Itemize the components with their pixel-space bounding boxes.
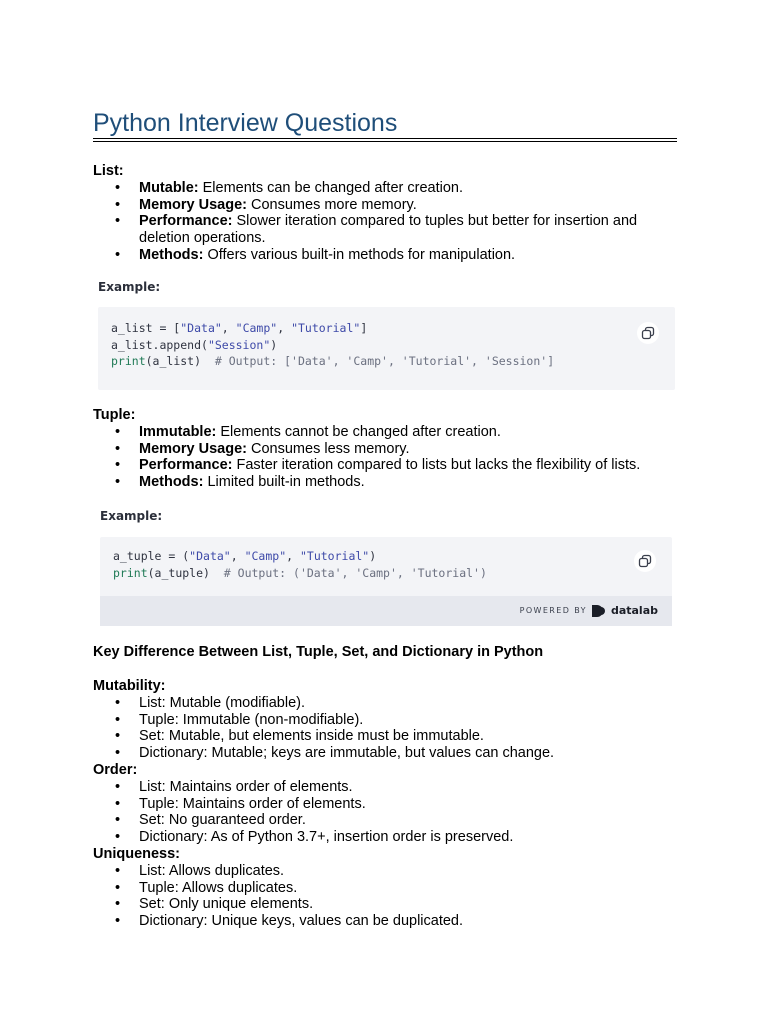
section-title: Key Difference Between List, Tuple, Set, and Dictionary in Python bbox=[93, 644, 544, 660]
item-text: Elements can be changed after creation. bbox=[198, 179, 463, 196]
title-rule-bottom bbox=[93, 141, 677, 142]
brand-name: datalab bbox=[610, 604, 658, 617]
list-heading: List: bbox=[93, 163, 124, 179]
item-label: Memory Usage: bbox=[139, 440, 247, 457]
copy-icon[interactable] bbox=[634, 550, 656, 572]
list-item: • Set: No guaranteed order. bbox=[93, 812, 683, 829]
list-item: • Tuple: Maintains order of elements. bbox=[93, 796, 683, 813]
datalab-logo-icon bbox=[592, 605, 606, 617]
list-item: • Tuple: Immutable (non-modifiable). bbox=[93, 712, 683, 729]
tuple-code: a_tuple = ("Data", "Camp", "Tutorial") print(a_tuple) # Output: ('Data', 'Camp', 'Tutorial') bbox=[113, 549, 487, 580]
item-text: Consumes less memory. bbox=[246, 440, 410, 457]
item-label: Memory Usage: bbox=[139, 196, 247, 213]
uniqueness-heading: Uniqueness: bbox=[93, 845, 181, 862]
tuple-code-block bbox=[100, 537, 672, 626]
item-label: Performance: bbox=[139, 457, 233, 474]
list-code-block bbox=[98, 307, 675, 390]
list-item bbox=[93, 213, 683, 247]
list-example-label: Example: bbox=[98, 280, 161, 294]
copy-icon[interactable] bbox=[637, 322, 659, 344]
item-label: Methods: bbox=[139, 246, 204, 263]
list-section bbox=[93, 163, 683, 264]
item-text: Limited built-in methods. bbox=[203, 474, 365, 491]
list-item bbox=[93, 474, 683, 491]
list-item: • Set: Mutable, but elements inside must be immutable. bbox=[93, 728, 683, 745]
tuple-properties bbox=[93, 424, 683, 491]
item-text: Slower iteration compared to tuples but better for insertion and deletion operations. bbox=[139, 213, 638, 247]
order-list bbox=[93, 779, 683, 846]
item-text: Faster iteration compared to lists but lacks the flexibility of lists. bbox=[232, 457, 641, 474]
list-item bbox=[93, 441, 683, 458]
mutability-list bbox=[93, 695, 683, 762]
list-item: • Tuple: Allows duplicates. bbox=[93, 880, 683, 897]
powered-by-text: POWERED BY bbox=[519, 606, 587, 615]
uniqueness-list bbox=[93, 863, 683, 930]
list-item bbox=[93, 180, 683, 197]
tuple-example-label: Example: bbox=[100, 509, 163, 523]
list-item: • List: Mutable (modifiable). bbox=[93, 695, 683, 712]
item-label: Methods: bbox=[139, 474, 204, 491]
list-item bbox=[93, 247, 683, 264]
order-heading: Order: bbox=[93, 761, 138, 778]
tuple-heading: Tuple: bbox=[93, 407, 136, 423]
list-item bbox=[93, 457, 683, 474]
list-item: • Set: Only unique elements. bbox=[93, 896, 683, 913]
mutability-heading: Mutability: bbox=[93, 678, 166, 694]
list-item: • Dictionary: Mutable; keys are immutable, but values can change. bbox=[93, 745, 683, 762]
powered-by-band bbox=[100, 596, 672, 626]
powered-by bbox=[520, 604, 658, 617]
list-properties bbox=[93, 180, 683, 264]
list-item: • Dictionary: Unique keys, values can be duplicated. bbox=[93, 913, 683, 930]
list-code: a_list = ["Data", "Camp", "Tutorial"] a_list.append("Session") print(a_list) # Output: ['Data', 'Camp', 'Tutorial', 'Session'] bbox=[111, 321, 555, 369]
list-item bbox=[93, 197, 683, 214]
list-item: • Dictionary: As of Python 3.7+, insertion order is preserved. bbox=[93, 829, 683, 846]
list-item: • List: Maintains order of elements. bbox=[93, 779, 683, 796]
page-title: Python Interview Questions bbox=[93, 109, 398, 137]
item-label: Performance: bbox=[139, 213, 233, 230]
list-item bbox=[93, 424, 683, 441]
title-rule-top bbox=[93, 138, 677, 139]
list-item: • List: Allows duplicates. bbox=[93, 863, 683, 880]
item-text: Consumes more memory. bbox=[246, 196, 417, 213]
tuple-section bbox=[93, 407, 683, 491]
item-text: Offers various built-in methods for manipulation. bbox=[203, 246, 516, 263]
item-label: Mutable: bbox=[139, 179, 199, 196]
item-label: Immutable: bbox=[139, 423, 217, 440]
differences-section bbox=[93, 678, 683, 930]
item-text: Elements cannot be changed after creation. bbox=[216, 423, 501, 440]
